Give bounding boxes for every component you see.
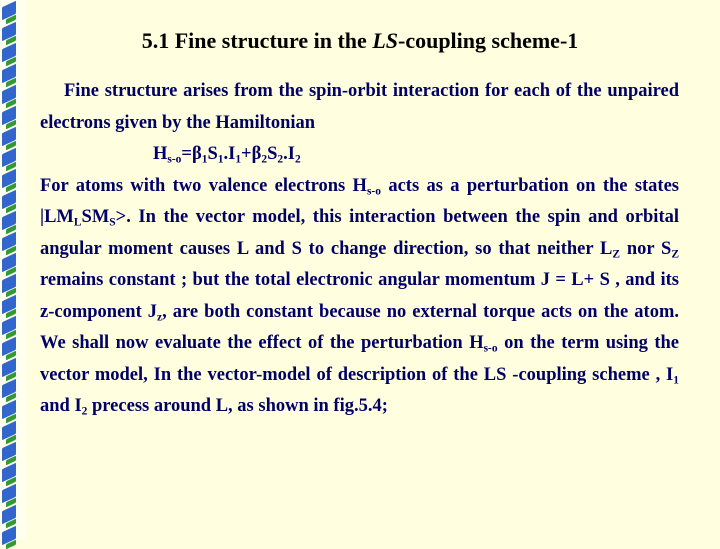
eq-i1: .I [223,144,236,164]
intro-paragraph [40,76,679,139]
eq-sub2: 1 [217,153,224,166]
p2-t2: acts as a perturbation on the states |LM [40,175,680,227]
eq-s2: S [267,144,278,164]
eq-h-sub: s-o [167,153,182,166]
p2-t6: remains constant ; but the total electronic angular momentum J = L+ S , and its z-component J [40,270,679,322]
slide-title [40,28,680,54]
p2-t8: on the term using the vector model, In the vector-model of description of the LS -coupling scheme , I [40,333,679,385]
p2-sub-jz: z [157,310,163,323]
p2-t3: SM [81,207,110,227]
title-suffix: -coupling scheme-1 [398,28,579,53]
eq-beta1: =β [181,144,202,164]
title-prefix: 5.1 Fine structure in the [141,28,373,53]
p2-sub-so2: s-o [483,342,498,355]
p2-sub-i1: 1 [673,373,679,386]
eq-sub3: 1 [235,153,242,166]
p2-sub-i2: 2 [81,405,88,418]
slide-body [40,76,679,423]
p2-t7: , are both constant because no external torque acts on the atom. We shall now evaluate the effect of the perturbation H [40,301,680,353]
eq-sub1: 1 [201,153,208,166]
eq-h: H [153,144,168,164]
eq-sub6: 2 [294,153,301,166]
title-italic-ls: LS [372,28,398,53]
p2-sub-sz: Z [671,247,679,260]
p2-t5: nor S [620,238,672,259]
intro-text: Fine structure arises from the spin-orbit interaction for each of the unpaired electrons given by the Hamiltonian [40,81,679,133]
eq-s1: S [207,144,218,164]
p2-t10: precess around L, as shown in fig.5.4; [87,396,388,416]
p2-t1: For atoms with two valence electrons H [40,175,367,196]
eq-i2: .I [283,144,295,164]
p2-t4: >. In the vector model, this interaction between the spin and orbital angular moment causes L and S to change direction, so that neither L [40,207,679,259]
eq-sub5: 2 [277,153,284,166]
eq-beta2: +β [241,144,262,164]
p2-sub-s: S [109,216,116,229]
p2-sub-so1: s-o [366,184,381,197]
p2-sub-l: L [73,216,82,229]
hamiltonian-equation [40,139,679,171]
eq-sub4: 2 [261,153,268,166]
notebook-binding-decoration [0,0,26,540]
p2-sub-lz: Z [612,247,621,260]
p2-t9: and I [40,396,82,416]
main-paragraph [40,171,679,423]
